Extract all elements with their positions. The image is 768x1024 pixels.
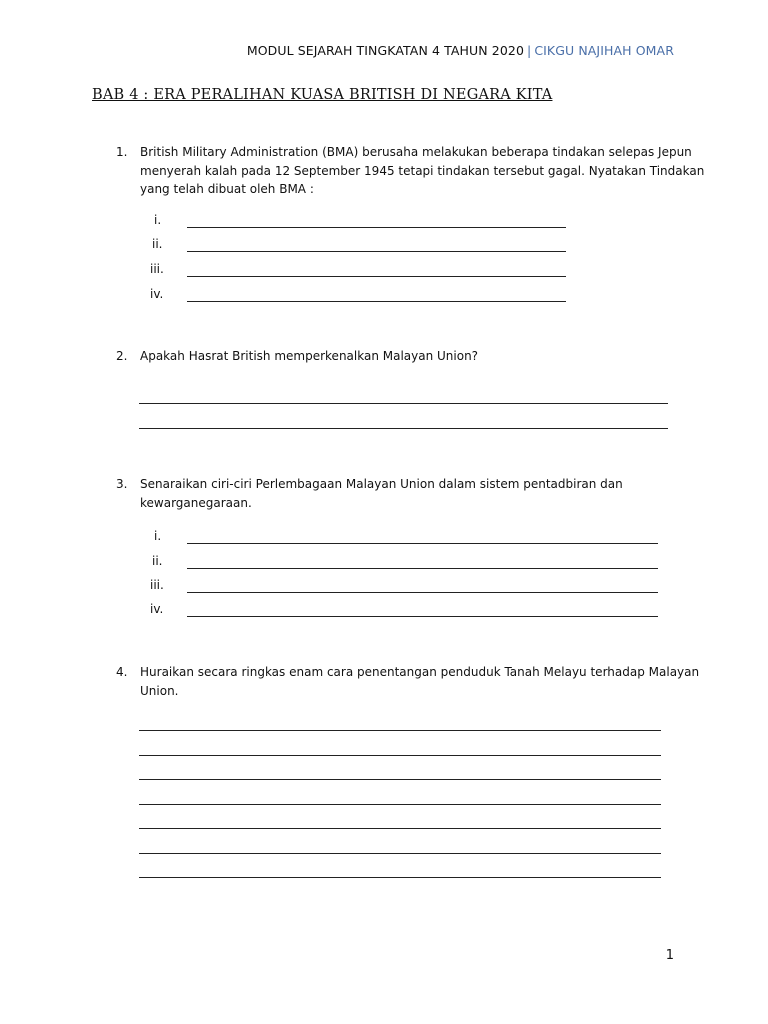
roman-numeral: iii. bbox=[150, 578, 164, 592]
author-name: CIKGU NAJIHAH OMAR bbox=[534, 43, 674, 58]
roman-numeral: ii. bbox=[152, 237, 163, 251]
question-text bbox=[140, 475, 623, 512]
roman-numeral: iv. bbox=[150, 287, 164, 301]
answer-line[interactable] bbox=[187, 616, 658, 617]
roman-numeral: iii. bbox=[150, 262, 164, 276]
question-number: 3. bbox=[116, 477, 128, 491]
question-number: 4. bbox=[116, 665, 128, 679]
answer-line[interactable] bbox=[139, 428, 668, 429]
question-number: 1. bbox=[116, 145, 128, 159]
answer-line[interactable] bbox=[187, 568, 658, 569]
question-line: Huraikan secara ringkas enam cara penentangan penduduk Tanah Melayu terhadap Malayan bbox=[140, 665, 700, 679]
question-number: 2. bbox=[116, 349, 128, 363]
answer-line[interactable] bbox=[139, 730, 661, 731]
roman-numeral: i. bbox=[154, 213, 162, 227]
answer-line[interactable] bbox=[187, 301, 566, 302]
question-line: Union. bbox=[140, 683, 179, 698]
module-title: MODUL SEJARAH TINGKATAN 4 TAHUN 2020 bbox=[246, 43, 524, 58]
answer-line[interactable] bbox=[139, 804, 661, 805]
question-text bbox=[140, 663, 699, 700]
answer-line[interactable] bbox=[187, 592, 658, 593]
question-line: British Military Administration (BMA) berusaha melakukan beberapa tindakan selepas Jepun bbox=[140, 145, 692, 159]
question-line: Apakah Hasrat British memperkenalkan Malayan Union? bbox=[140, 349, 479, 363]
answer-line[interactable] bbox=[187, 251, 566, 252]
header-separator: | bbox=[527, 43, 532, 58]
question-line: Senaraikan ciri-ciri Perlembagaan Malayan Union dalam sistem pentadbiran dan bbox=[140, 477, 623, 491]
answer-line[interactable] bbox=[139, 755, 661, 756]
question-line: kewarganegaraan. bbox=[140, 495, 252, 510]
question-text bbox=[140, 143, 704, 199]
page-header bbox=[247, 43, 674, 58]
chapter-title: BAB 4 : ERA PERALIHAN KUASA BRITISH DI NEGARA KITA bbox=[92, 87, 553, 103]
roman-numeral: ii. bbox=[152, 554, 163, 568]
answer-line[interactable] bbox=[139, 403, 668, 404]
answer-line[interactable] bbox=[139, 779, 661, 780]
answer-line[interactable] bbox=[187, 227, 566, 228]
question-line: yang telah dibuat oleh BMA : bbox=[140, 182, 314, 196]
answer-line[interactable] bbox=[139, 853, 661, 854]
page-number: 1 bbox=[665, 948, 674, 963]
question-text bbox=[140, 347, 478, 366]
answer-line[interactable] bbox=[187, 276, 566, 277]
answer-line[interactable] bbox=[139, 828, 661, 829]
roman-numeral: i. bbox=[154, 529, 162, 543]
answer-line[interactable] bbox=[187, 543, 658, 544]
question-line: menyerah kalah pada 12 September 1945 tetapi tindakan tersebut gagal. Nyatakan Tindakan bbox=[140, 163, 705, 178]
roman-numeral: iv. bbox=[150, 602, 164, 616]
answer-line[interactable] bbox=[139, 877, 661, 878]
